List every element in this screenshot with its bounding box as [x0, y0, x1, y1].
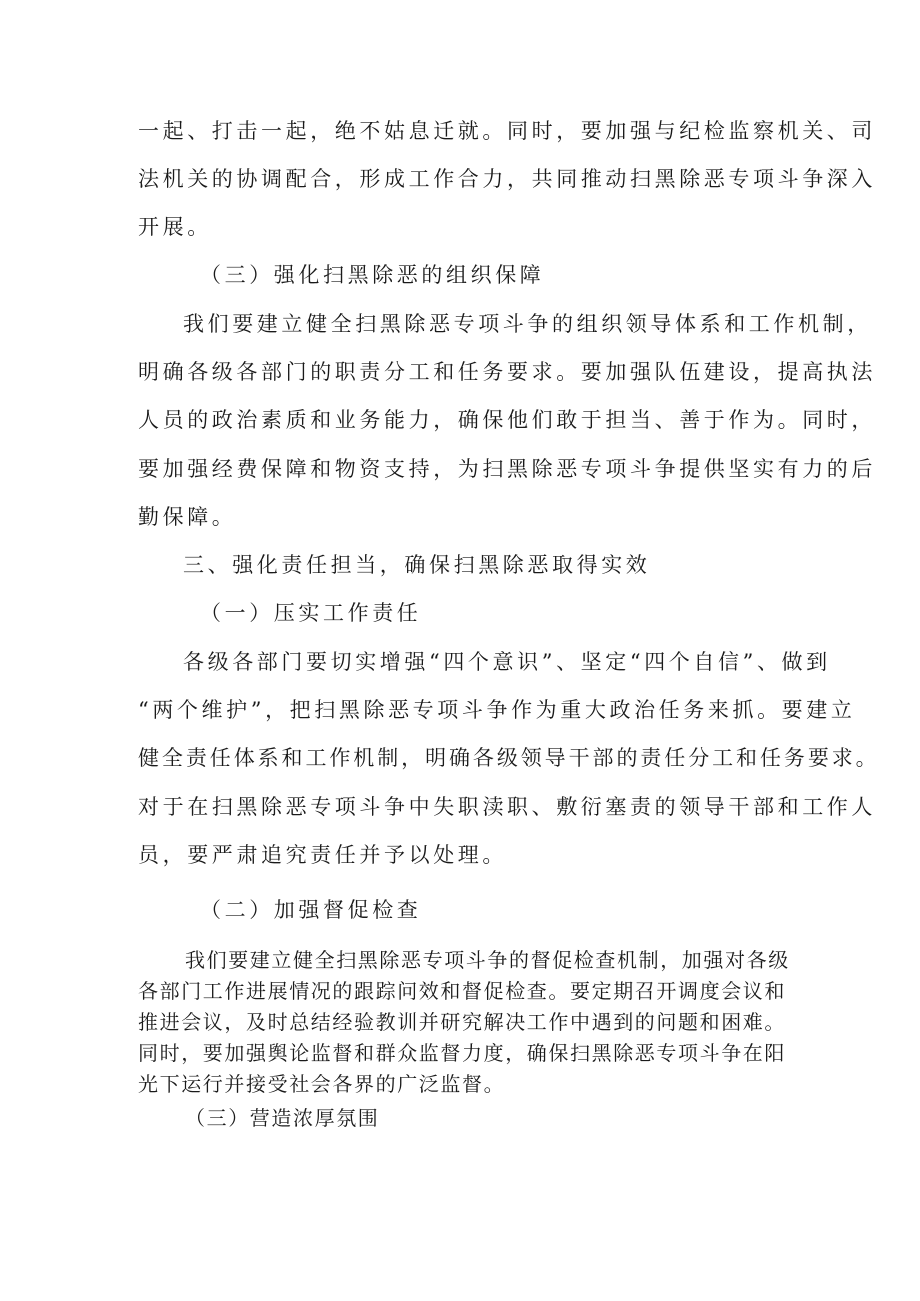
subsection-heading: （一）压实工作责任 [200, 601, 422, 625]
paragraph-line: 各级各部门要切实增强“四个意识”、坚定“四个自信”、做到 [183, 650, 831, 674]
paragraph-line: 对于在扫黑除恶专项斗争中失职渎职、敷衍塞责的领导干部和工作人 [138, 795, 876, 819]
paragraph-line: 我们要建立健全扫黑除恶专项斗争的组织领导体系和工作机制， [183, 312, 872, 336]
subsection-heading: （三）强化扫黑除恶的组织保障 [200, 263, 545, 287]
paragraph-line: 各部门工作进展情况的跟踪问效和督促检查。要定期召开调度会议和 [138, 979, 786, 1003]
paragraph-line: 员，要严肃追究责任并予以处理。 [138, 843, 507, 867]
paragraph-line: 推进会议，及时总结经验教训并研究解决工作中遇到的问题和困难。 [138, 1010, 786, 1034]
paragraph-line: “两个维护”，把扫黑除恶专项斗争作为重大政治任务来抓。要建立 [138, 698, 856, 722]
paragraph-line: 一起、打击一起，绝不姑息迁就。同时，要加强与纪检监察机关、司 [138, 119, 876, 143]
paragraph-line: 人员的政治素质和业务能力，确保他们敢于担当、善于作为。同时， [138, 408, 876, 432]
paragraph-line: 我们要建立健全扫黑除恶专项斗争的督促检查机制，加强对各级 [185, 948, 790, 972]
paragraph-line: 勤保障。 [138, 505, 237, 529]
paragraph-line: 健全责任体系和工作机制，明确各级领导干部的责任分工和任务要求。 [138, 746, 880, 770]
paragraph-line: 法机关的协调配合，形成工作合力，共同推动扫黑除恶专项斗争深入 [138, 167, 876, 191]
paragraph-line: 开展。 [138, 215, 212, 239]
paragraph-line: 光下运行并接受社会各界的广泛监督。 [138, 1072, 506, 1096]
subsection-heading: （三）营造浓厚氛围 [185, 1106, 380, 1130]
subsection-heading: （二）加强督促检查 [200, 898, 422, 922]
paragraph-line: 要加强经费保障和物资支持，为扫黑除恶专项斗争提供坚实有力的后 [138, 457, 876, 481]
section-title: 三、强化责任担当，确保扫黑除恶取得实效 [183, 553, 651, 577]
paragraph-line: 明确各级各部门的职责分工和任务要求。要加强队伍建设，提高执法 [138, 360, 876, 384]
paragraph-line: 同时，要加强舆论监督和群众监督力度，确保扫黑除恶专项斗争在阳 [138, 1041, 786, 1065]
